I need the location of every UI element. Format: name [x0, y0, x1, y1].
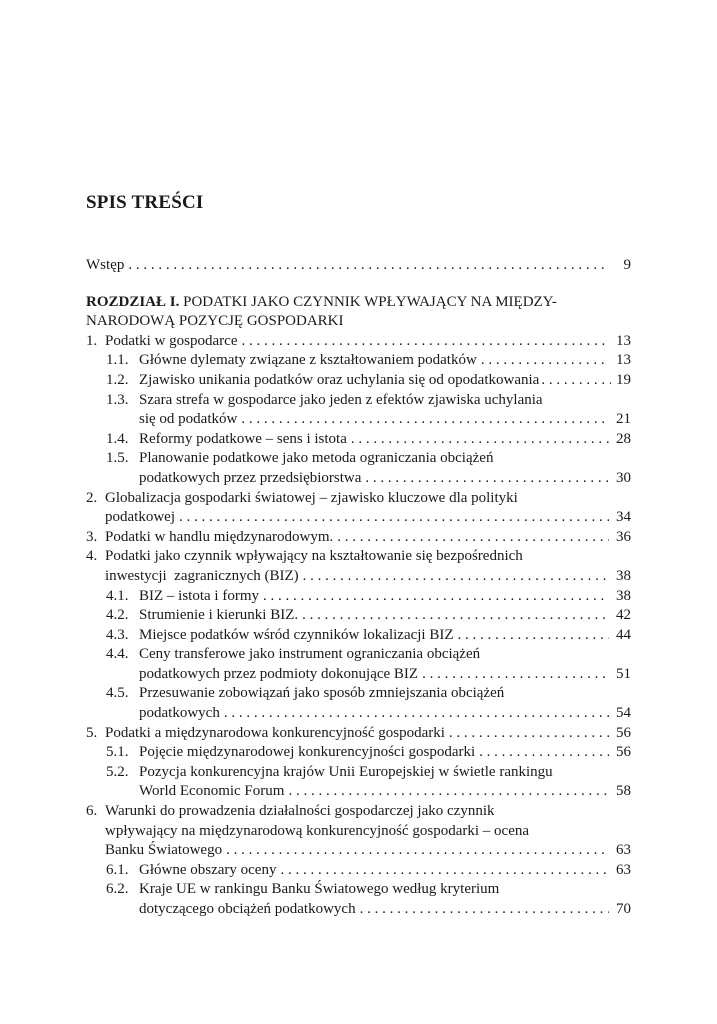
toc-page-number: 21	[616, 411, 631, 428]
toc-entry-4-4[interactable]	[86, 645, 631, 665]
toc-entry-title: Strumienie i kierunki BIZ.	[139, 607, 299, 624]
toc-entry-4-1[interactable]	[86, 587, 631, 607]
toc-entry-number: 6.1.	[106, 861, 129, 878]
toc-entry-number: 4.4.	[106, 646, 129, 663]
toc-page-number: 44	[616, 626, 631, 643]
dot-leader	[288, 782, 609, 802]
dot-leader	[179, 508, 609, 528]
toc-entry-title: Miejsce podatków wśród czynników lokalizacji BIZ	[139, 626, 454, 643]
toc-entry-title: Wstęp	[86, 257, 125, 273]
toc-entry-3[interactable]	[86, 528, 631, 548]
toc-entry-number: 1.5.	[106, 450, 129, 467]
toc-entry-1-2[interactable]	[86, 371, 631, 391]
dot-leader	[128, 256, 609, 276]
toc-entry-1[interactable]	[86, 332, 631, 352]
toc-entry-number: 4.	[86, 548, 98, 565]
toc-entry-title: Pojęcie międzynarodowej konkurencyjności gospodarki	[139, 744, 476, 761]
toc-entry-2-continued[interactable]	[86, 508, 631, 528]
chapter-label: ROZDZIAŁ I.	[86, 293, 180, 310]
toc-entry-number: 1.1.	[106, 352, 129, 369]
dot-leader	[360, 900, 609, 920]
toc-entry-title-line2: inwestycji zagranicznych (BIZ)	[105, 567, 299, 584]
toc-page-number: 63	[616, 861, 631, 878]
toc-entry-4-continued[interactable]	[86, 567, 631, 587]
dot-leader	[458, 626, 609, 646]
toc-entry-number: 4.3.	[106, 626, 129, 643]
toc-entry-number: 4.1.	[106, 587, 129, 604]
toc-entry-6[interactable]	[86, 802, 631, 822]
toc-entry-number: 4.5.	[106, 685, 129, 702]
toc-entry-number: 1.2.	[106, 371, 129, 388]
toc-page-number: 70	[616, 901, 631, 917]
toc-entry-5-2-continued[interactable]	[86, 782, 631, 802]
toc-entry-6-1[interactable]	[86, 861, 631, 881]
toc-entry-title-line1: Pozycja konkurencyjna krajów Unii Europejskiej w świetle rankingu	[139, 763, 553, 780]
toc-entry-6-continued-2[interactable]	[86, 841, 631, 861]
toc-entry-6-continued[interactable]	[86, 822, 631, 842]
toc-page-number: 38	[616, 567, 631, 584]
table-of-contents	[86, 256, 631, 920]
toc-page-number: 36	[616, 528, 631, 545]
toc-entry-number: 1.	[86, 332, 98, 349]
toc-page-number: 13	[616, 332, 631, 349]
toc-entry-title-line1: Szara strefa w gospodarce jako jeden z efektów zjawiska uchylania	[139, 391, 543, 408]
toc-entry-intro[interactable]	[86, 256, 631, 276]
toc-page-number: 30	[616, 469, 631, 486]
toc-page-number: 51	[616, 665, 631, 682]
toc-page-number: 34	[616, 509, 631, 526]
toc-entry-title-line1: Ceny transferowe jako instrument ograniczania obciążeń	[139, 646, 481, 663]
toc-entry-number: 1.3.	[106, 391, 129, 408]
toc-entry-number: 3.	[86, 528, 98, 545]
toc-page-number: 13	[616, 352, 631, 369]
toc-page-number: 9	[623, 257, 631, 273]
toc-entry-title: Reformy podatkowe – sens i istota	[139, 430, 347, 447]
toc-entry-title-line1: Globalizacja gospodarki światowej – zjawisko kluczowe dla polityki	[105, 489, 518, 506]
dot-leader	[224, 704, 609, 724]
toc-entry-4-3[interactable]	[86, 626, 631, 646]
toc-page-number: 56	[616, 744, 631, 761]
page-title: SPIS TREŚCI	[86, 192, 204, 213]
toc-entry-6-2[interactable]	[86, 880, 631, 900]
toc-page-number: 58	[616, 783, 631, 800]
dot-leader	[337, 528, 609, 548]
toc-entry-1-5-continued[interactable]	[86, 469, 631, 489]
toc-entry-title: Główne dylematy związane z kształtowaniem podatków	[139, 352, 477, 369]
dot-leader	[479, 743, 609, 763]
toc-entry-number: 5.1.	[106, 744, 129, 761]
toc-page-number: 56	[616, 724, 631, 741]
dot-leader	[241, 332, 609, 352]
toc-entry-number: 6.	[86, 803, 98, 820]
toc-entry-title-line2: podatkowych	[139, 705, 220, 722]
dot-leader	[449, 724, 609, 744]
toc-entry-title-line1: Przesuwanie zobowiązań jako sposób zmniejszania obciążeń	[139, 685, 505, 702]
toc-entry-6-2-continued[interactable]	[86, 900, 631, 920]
toc-entry-5[interactable]	[86, 724, 631, 744]
toc-entry-2[interactable]	[86, 489, 631, 509]
toc-entry-number: 4.2.	[106, 607, 129, 624]
toc-entry-4-2[interactable]	[86, 606, 631, 626]
toc-entry-1-3[interactable]	[86, 391, 631, 411]
toc-entry-number: 5.	[86, 724, 98, 741]
toc-entry-5-1[interactable]	[86, 743, 631, 763]
toc-entry-title: Podatki w gospodarce	[105, 332, 238, 349]
toc-entry-title: Podatki w handlu międzynarodowym.	[105, 528, 334, 545]
toc-entry-title-line2: World Economic Forum	[139, 783, 285, 800]
toc-page-number: 38	[616, 587, 631, 604]
dot-leader	[481, 351, 609, 371]
toc-entry-1-4[interactable]	[86, 430, 631, 450]
dot-leader	[263, 587, 609, 607]
toc-entry-title-line1: Planowanie podatkowe jako metoda ograniczania obciążeń	[139, 450, 494, 467]
toc-entry-title-line1: Kraje UE w rankingu Banku Światowego według kryterium	[139, 881, 500, 898]
toc-entry-4-5[interactable]	[86, 684, 631, 704]
dot-leader	[241, 410, 609, 430]
dot-leader	[303, 567, 609, 587]
toc-entry-title: BIZ – istota i formy	[139, 587, 259, 604]
chapter-heading-continued	[86, 312, 631, 332]
toc-entry-title: Podatki a międzynarodowa konkurencyjność gospodarki	[105, 724, 445, 741]
toc-entry-title-line2: podatkowych przez podmioty dokonujące BIZ	[139, 665, 419, 682]
toc-entry-number: 2.	[86, 489, 98, 506]
toc-entry-title-line3: Banku Światowego	[105, 842, 223, 859]
toc-page-number: 63	[616, 842, 631, 859]
toc-page-number: 19	[616, 371, 631, 388]
toc-entry-1-3-continued[interactable]	[86, 410, 631, 430]
chapter-title-line1: PODATKI JAKO CZYNNIK WPŁYWAJĄCY NA MIĘDZY-	[183, 293, 557, 310]
toc-entry-title-line2: wpływający na międzynarodową konkurencyjność gospodarki – ocena	[105, 822, 530, 839]
toc-entry-title: Zjawisko unikania podatków oraz uchylania się od opodatkowania	[139, 371, 540, 388]
dot-leader	[422, 665, 609, 685]
toc-entry-title-line2: podatkowej	[105, 509, 175, 526]
dot-leader	[226, 841, 609, 861]
toc-entry-4-4-continued[interactable]	[86, 665, 631, 685]
toc-entry-title-line2: podatkowych przez przedsiębiorstwa	[139, 469, 362, 486]
toc-entry-title-line1: Warunki do prowadzenia działalności gospodarczej jako czynnik	[105, 803, 495, 820]
toc-page-number: 28	[616, 430, 631, 447]
dot-leader	[280, 861, 609, 881]
toc-entry-number: 6.2.	[106, 881, 129, 898]
dot-leader	[302, 606, 609, 626]
toc-entry-number: 1.4.	[106, 430, 129, 447]
toc-entry-1-5[interactable]	[86, 449, 631, 469]
toc-entry-5-2[interactable]	[86, 763, 631, 783]
chapter-heading	[86, 293, 631, 313]
toc-page-number: 54	[616, 705, 631, 722]
toc-entry-title-line1: Podatki jako czynnik wpływający na kształtowanie się bezpośrednich	[105, 548, 523, 565]
toc-entry-4[interactable]	[86, 547, 631, 567]
toc-entry-title-line2: się od podatków	[139, 411, 238, 428]
toc-entry-4-5-continued[interactable]	[86, 704, 631, 724]
toc-entry-title-line2: dotyczącego obciążeń podatkowych	[139, 901, 356, 917]
dot-leader	[351, 430, 609, 450]
toc-page-number: 42	[616, 607, 631, 624]
toc-entry-1-1[interactable]	[86, 351, 631, 371]
toc-entry-number: 5.2.	[106, 763, 129, 780]
toc-entry-title: Główne obszary oceny	[139, 861, 277, 878]
chapter-title-line2: NARODOWĄ POZYCJĘ GOSPODARKI	[86, 313, 344, 330]
dot-leader	[365, 469, 609, 489]
dot-leader	[541, 371, 611, 391]
